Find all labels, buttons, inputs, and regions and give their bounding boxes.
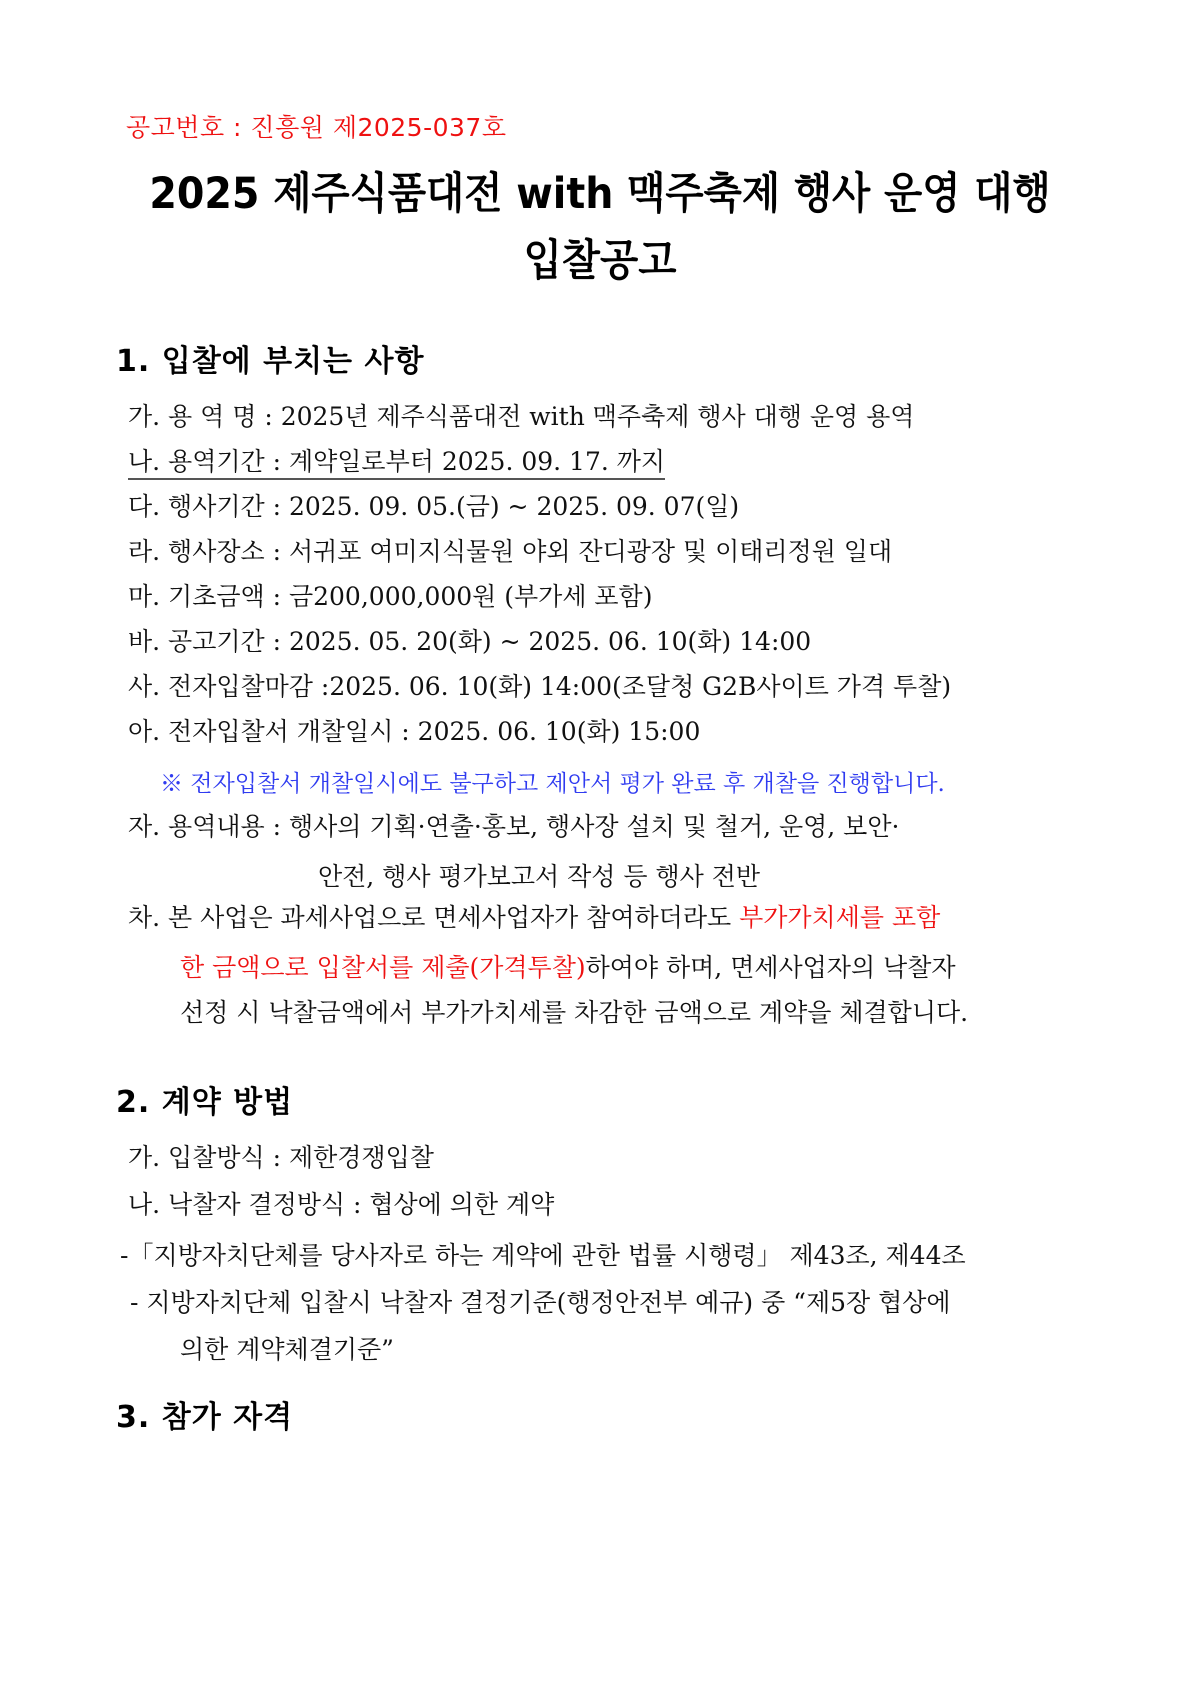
service-scope-continuation: 안전, 행사 평가보고서 작성 등 행사 전반: [318, 862, 761, 891]
item-value: 협상에 의한 계약: [369, 1190, 555, 1219]
item-award-method: [128, 1190, 554, 1220]
tax-notice-line2: [180, 948, 956, 984]
item-value: 계약일로부터 2025. 09. 17. 까지: [288, 447, 666, 476]
item-label: 가. 용 역 명 :: [128, 402, 281, 431]
item-label: 사. 전자입찰마감 :: [128, 672, 330, 701]
item-notice-period: [128, 627, 811, 657]
item-value: 2025. 09. 05.(금) ~ 2025. 09. 07(일): [288, 492, 740, 521]
item-value: 행사의 기획·연출·홍보, 행사장 설치 및 철거, 운영, 보안·: [288, 812, 900, 841]
item-value: 서귀포 여미지식물원 야외 잔디광장 및 이태리정원 일대: [288, 537, 893, 566]
item-service-name: [128, 402, 914, 432]
item-label: 자. 용역내용 :: [128, 812, 289, 841]
item-service-scope: [128, 812, 899, 842]
item-value: 2025. 06. 10(화) 14:00(조달청 G2B사이트 가격 투찰): [329, 672, 952, 701]
item-e-bid-opening: [128, 717, 700, 747]
item-value: 제한경쟁입찰: [288, 1143, 434, 1172]
item-label: 나. 용역기간 :: [128, 447, 289, 476]
tax-highlight: 한 금액으로 입찰서를 제출(가격투찰): [180, 953, 586, 982]
item-label: 나. 낙찰자 결정방식 :: [128, 1190, 370, 1219]
underlined-text: [128, 447, 665, 480]
tax-text: 하여야 하며, 면세사업자의 낙찰자: [585, 953, 956, 982]
legal-basis-bullet-2: - 지방자치단체 입찰시 낙찰자 결정기준(행정안전부 예규) 중 “제5장 협상에: [130, 1288, 951, 1317]
legal-basis-bullet-1: -「지방자치단체를 당사자로 하는 계약에 관한 법률 시행령」 제43조, 제44조: [120, 1241, 966, 1270]
item-service-period: [128, 447, 665, 477]
item-tax-notice: [128, 903, 940, 933]
item-label: 아. 전자입찰서 개찰일시 :: [128, 717, 418, 746]
section-heading-3: 3. 참가 자격: [116, 1400, 294, 1435]
item-label: 바. 공고기간 :: [128, 627, 289, 656]
document-title-line2: 입찰공고: [523, 236, 677, 286]
notice-number: 공고번호 : 진흥원 제2025-037호: [126, 113, 507, 142]
opening-note: ※ 전자입찰서 개찰일시에도 불구하고 제안서 평가 완료 후 개찰을 진행합니다.: [160, 771, 945, 797]
item-value: 2025. 05. 20(화) ~ 2025. 06. 10(화) 14:00: [288, 627, 812, 656]
item-value: 2025. 06. 10(화) 15:00: [417, 717, 701, 746]
item-label: 마. 기초금액 :: [128, 582, 289, 611]
section-heading-2: 2. 계약 방법: [116, 1085, 294, 1120]
tax-highlight: 부가가치세를 포함: [739, 903, 941, 932]
item-value: 금200,000,000원 (부가세 포함): [288, 582, 653, 611]
item-event-period: [128, 492, 739, 522]
item-label: 다. 행사기간 :: [128, 492, 289, 521]
item-label: 가. 입찰방식 :: [128, 1143, 289, 1172]
item-label: 라. 행사장소 :: [128, 537, 289, 566]
document-title-line1: 2025 제주식품대전 with 맥주축제 행사 운영 대행: [149, 169, 1051, 219]
item-value: 2025년 제주식품대전 with 맥주축제 행사 대행 운영 용역: [280, 402, 915, 431]
tax-notice-line3: 선정 시 낙찰금액에서 부가가치세를 차감한 금액으로 계약을 체결합니다.: [180, 998, 969, 1027]
tax-text: 차. 본 사업은 과세사업으로 면세사업자가 참여하더라도: [128, 903, 740, 932]
item-bid-method: [128, 1143, 434, 1173]
section-heading-1: 1. 입찰에 부치는 사항: [116, 344, 425, 379]
item-event-venue: [128, 537, 892, 567]
item-base-amount: [128, 582, 652, 612]
legal-basis-bullet-2-continuation: 의한 계약체결기준”: [180, 1335, 394, 1364]
item-e-bid-deadline: [128, 672, 951, 702]
